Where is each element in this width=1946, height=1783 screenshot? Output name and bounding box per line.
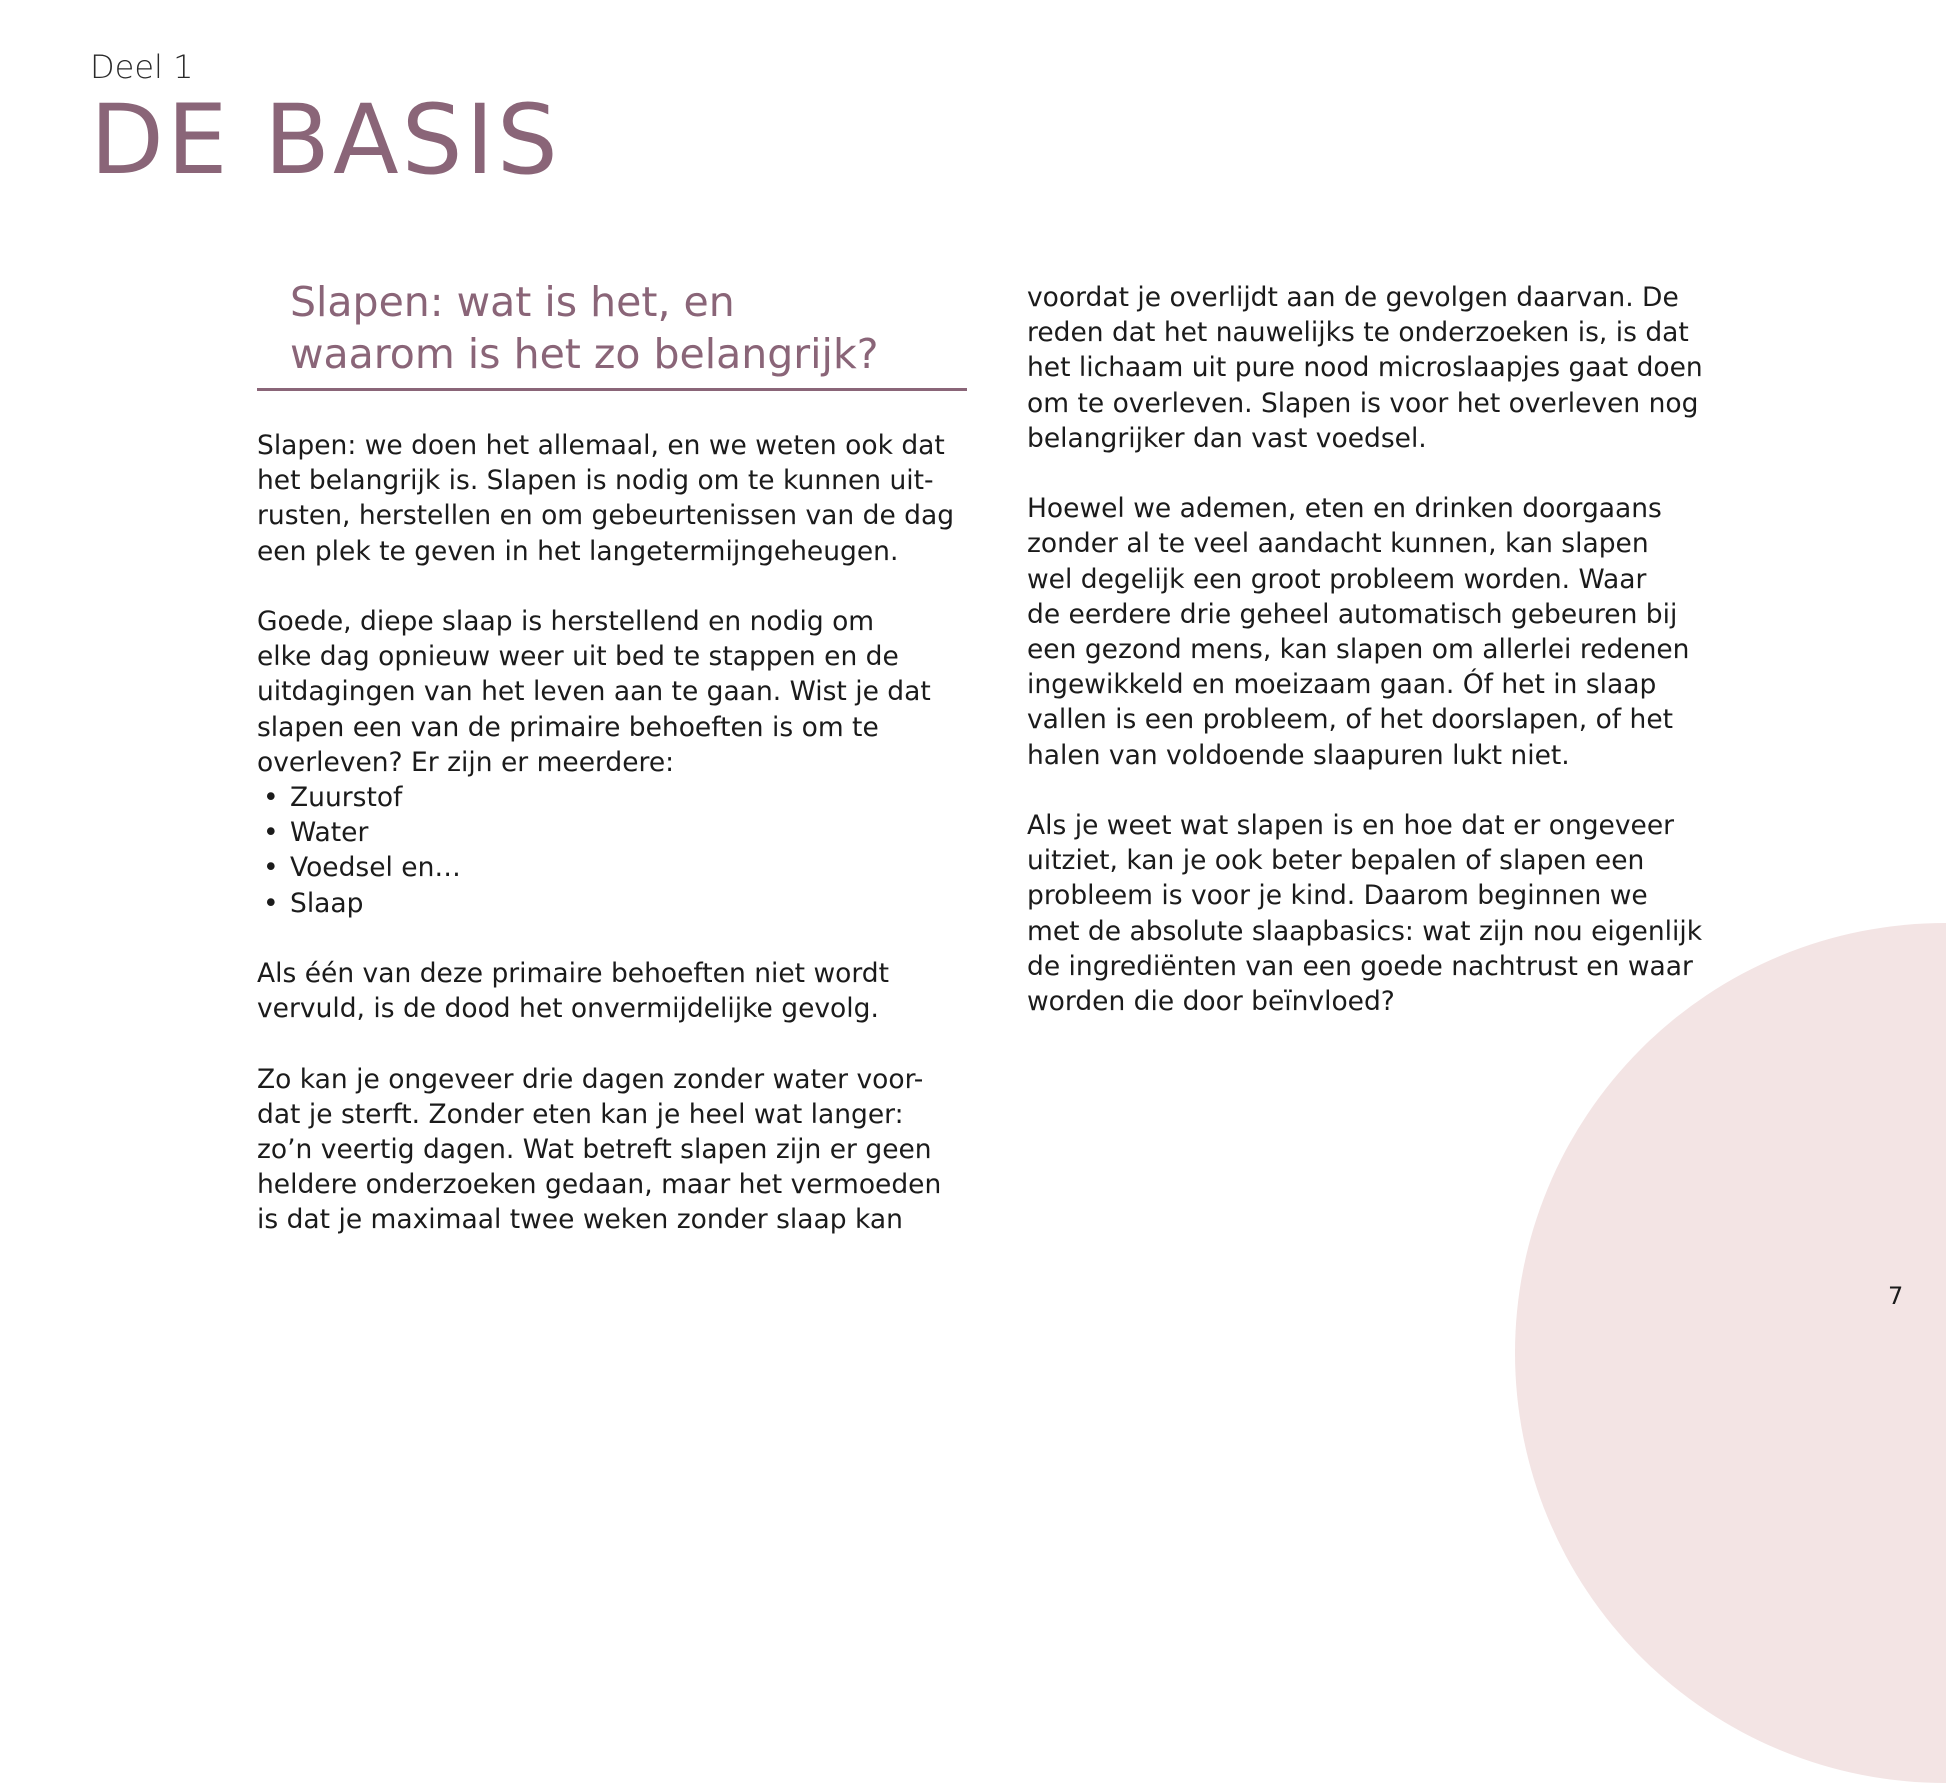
text-line: de ingrediënten van een goede nachtrust en waar xyxy=(1027,950,1693,982)
text-line: belangrijker dan vast voedsel. xyxy=(1027,422,1427,454)
decorative-circle xyxy=(1515,923,1946,1783)
text-line: reden dat het nauwelijks te onderzoeken is, is dat xyxy=(1027,317,1689,349)
text-line: ingewikkeld en moeizaam gaan. Óf het in slaap xyxy=(1027,669,1657,701)
text-line: uitziet, kan je ook beter bepalen of slapen een xyxy=(1027,845,1645,877)
text-line: Hoewel we ademen, eten en drinken doorgaans xyxy=(1027,493,1662,525)
text-line: wel degelijk een groot probleem worden. Waar xyxy=(1027,563,1647,595)
text-line: om te overleven. Slapen is voor het overleven nog xyxy=(1027,387,1699,419)
list-item: • Water xyxy=(257,815,967,850)
paragraph xyxy=(257,428,967,569)
page-number: 7 xyxy=(1888,1282,1904,1310)
bullet-list xyxy=(257,780,967,921)
list-item: • Voedsel en… xyxy=(257,850,967,885)
text-line: heldere onderzoeken gedaan, maar het vermoeden xyxy=(257,1169,942,1201)
text-line: probleem is voor je kind. Daarom beginnen we xyxy=(1027,880,1648,912)
text-line: voordat je overlijdt aan de gevolgen daarvan. De xyxy=(1027,282,1679,313)
paragraph xyxy=(257,1062,967,1238)
paragraph xyxy=(1027,280,1727,456)
text-line: Als één van deze primaire behoeften niet wordt xyxy=(257,958,890,990)
text-line: zonder al te veel aandacht kunnen, kan slapen xyxy=(1027,528,1649,560)
text-line: de eerdere drie geheel automatisch gebeuren bij xyxy=(1027,598,1678,630)
section-heading-line: waarom is het zo belangrijk? xyxy=(290,330,879,378)
section-heading-line: Slapen: wat is het, en xyxy=(290,278,735,326)
text-line: met de absolute slaapbasics: wat zijn nou eigenlijk xyxy=(1027,915,1703,947)
paragraph xyxy=(257,956,967,1026)
text-line: worden die door beïnvloed? xyxy=(1027,986,1395,1018)
text-line: overleven? Er zijn er meerdere: xyxy=(257,746,675,778)
text-line: rusten, herstellen en om gebeurtenissen van de dag xyxy=(257,500,955,532)
paragraph xyxy=(1027,808,1727,1019)
left-column xyxy=(257,276,967,1238)
chapter-title: DE BASIS xyxy=(90,84,561,196)
text-line: vallen is een probleem, of het doorslapen, of het xyxy=(1027,704,1674,736)
text-line: Zo kan je ongeveer drie dagen zonder water voor- xyxy=(257,1063,924,1095)
text-line: het belangrijk is. Slapen is nodig om te kunnen uit- xyxy=(257,465,934,497)
text-line: dat je sterft. Zonder eten kan je heel wat langer: xyxy=(257,1098,904,1130)
paragraph xyxy=(1027,491,1727,773)
text-line: een gezond mens, kan slapen om allerlei redenen xyxy=(1027,634,1690,666)
text-line: halen van voldoende slaapuren lukt niet. xyxy=(1027,739,1570,771)
paragraph xyxy=(257,604,967,780)
section-heading xyxy=(257,276,967,391)
text-line: Slapen: we doen het allemaal, en we weten ook dat xyxy=(257,430,945,461)
list-item: • Zuurstof xyxy=(257,780,967,815)
text-line: het lichaam uit pure nood microslaapjes gaat doen xyxy=(1027,352,1703,384)
text-line: uitdagingen van het leven aan te gaan. Wist je dat xyxy=(257,676,931,708)
part-label: Deel 1 xyxy=(90,48,194,86)
text-line: een plek te geven in het langetermijngeheugen. xyxy=(257,535,899,567)
right-column xyxy=(1027,280,1727,1019)
text-line: is dat je maximaal twee weken zonder slaap kan xyxy=(257,1204,903,1236)
text-line: slapen een van de primaire behoeften is om te xyxy=(257,711,879,743)
text-line: vervuld, is de dood het onvermijdelijke gevolg. xyxy=(257,993,879,1025)
text-line: Goede, diepe slaap is herstellend en nodig om xyxy=(257,606,875,637)
list-item: • Slaap xyxy=(257,886,967,921)
text-line: elke dag opnieuw weer uit bed te stappen en de xyxy=(257,641,899,673)
text-line: zo’n veertig dagen. Wat betreft slapen zijn er geen xyxy=(257,1134,932,1166)
text-line: Als je weet wat slapen is en hoe dat er ongeveer xyxy=(1027,810,1675,842)
